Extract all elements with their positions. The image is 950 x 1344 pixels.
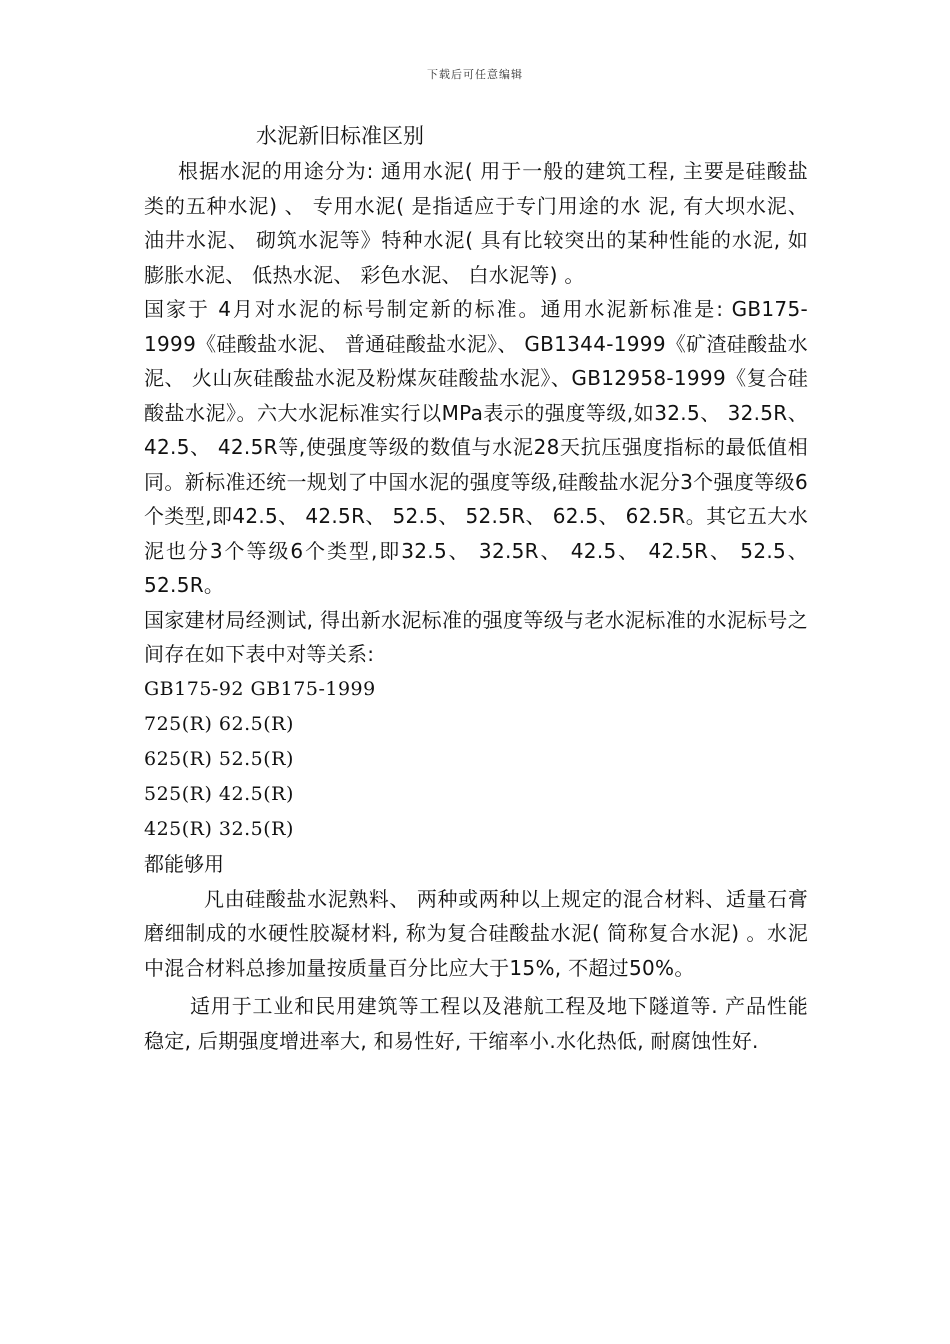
table-row: 525(R) 42.5(R) bbox=[144, 782, 294, 805]
document-title: 水泥新旧标准区别 bbox=[256, 124, 424, 148]
table-row: 625(R) 52.5(R) bbox=[144, 747, 294, 770]
paragraph-new-standards: 国家于 4月对水泥的标号制定新的标准。通用水泥新标准是: GB175-1999《硅酸盐水泥、 普通硅酸盐水泥》、 GB1344-1999《矿渣硅酸盐水泥、 火山灰硅酸盐水泥及粉煤灰硅酸盐水泥》、GB12958-1999《复合硅酸盐水泥》。六大水泥标准实行以MPa表示的强度等级,如32.5、 32.5R、 42.5、 42.5R等,使强度等级的数值与水泥28天抗压强度指标的最低值相同。新标准还统一规划了中国水泥的强度等级,硅酸盐水泥分3个强度等级6个类型,即42.5、 42.5R、 52.5、 52.5R、 62.5、 62.5R。其它五大水泥也分3个等级6个类型,即32.5、 32.5R、 42.5、 42.5R、 52.5、 52.5R。 bbox=[144, 297, 808, 597]
paragraph-usage: 适用于工业和民用建筑等工程以及港航工程及地下隧道等. 产品性能稳定, 后期强度增进率大, 和易性好, 干缩率小.水化热低, 耐腐蚀性好. bbox=[144, 994, 808, 1053]
after-table-label: 都能够用 bbox=[144, 851, 224, 876]
page-header: 下载后可任意编辑 bbox=[427, 68, 523, 81]
paragraph-cement-uses: 根据水泥的用途分为: 通用水泥( 用于一般的建筑工程, 主要是硅酸盐类的五种水泥) 、 专用水泥( 是指适应于专门用途的水 泥, 有大坝水泥、 油井水泥、 砌筑水泥等》特种水泥( 具有比较突出的某种性能的水泥, 如膨胀水泥、 低热水泥、 彩色水泥、 白水泥等) 。 bbox=[144, 159, 808, 287]
table-row: 425(R) 32.5(R) bbox=[144, 817, 294, 840]
document-body bbox=[144, 118, 808, 1058]
paragraph-composite-cement: 凡由硅酸盐水泥熟料、 两种或两种以上规定的混合材料、适量石膏磨细制成的水硬性胶凝材料, 称为复合硅酸盐水泥( 简称复合水泥) 。水泥中混合材料总掺加量按质量百分比应大于15%, 不超过50%。 bbox=[144, 886, 808, 980]
table-header-line: GB175-92 GB175-1999 bbox=[144, 677, 376, 700]
paragraph-equivalence-intro: 国家建材局经测试, 得出新水泥标准的强度等级与老水泥标准的水泥标号之间存在如下表中对等关系: bbox=[144, 607, 808, 666]
table-row: 725(R) 62.5(R) bbox=[144, 712, 294, 735]
